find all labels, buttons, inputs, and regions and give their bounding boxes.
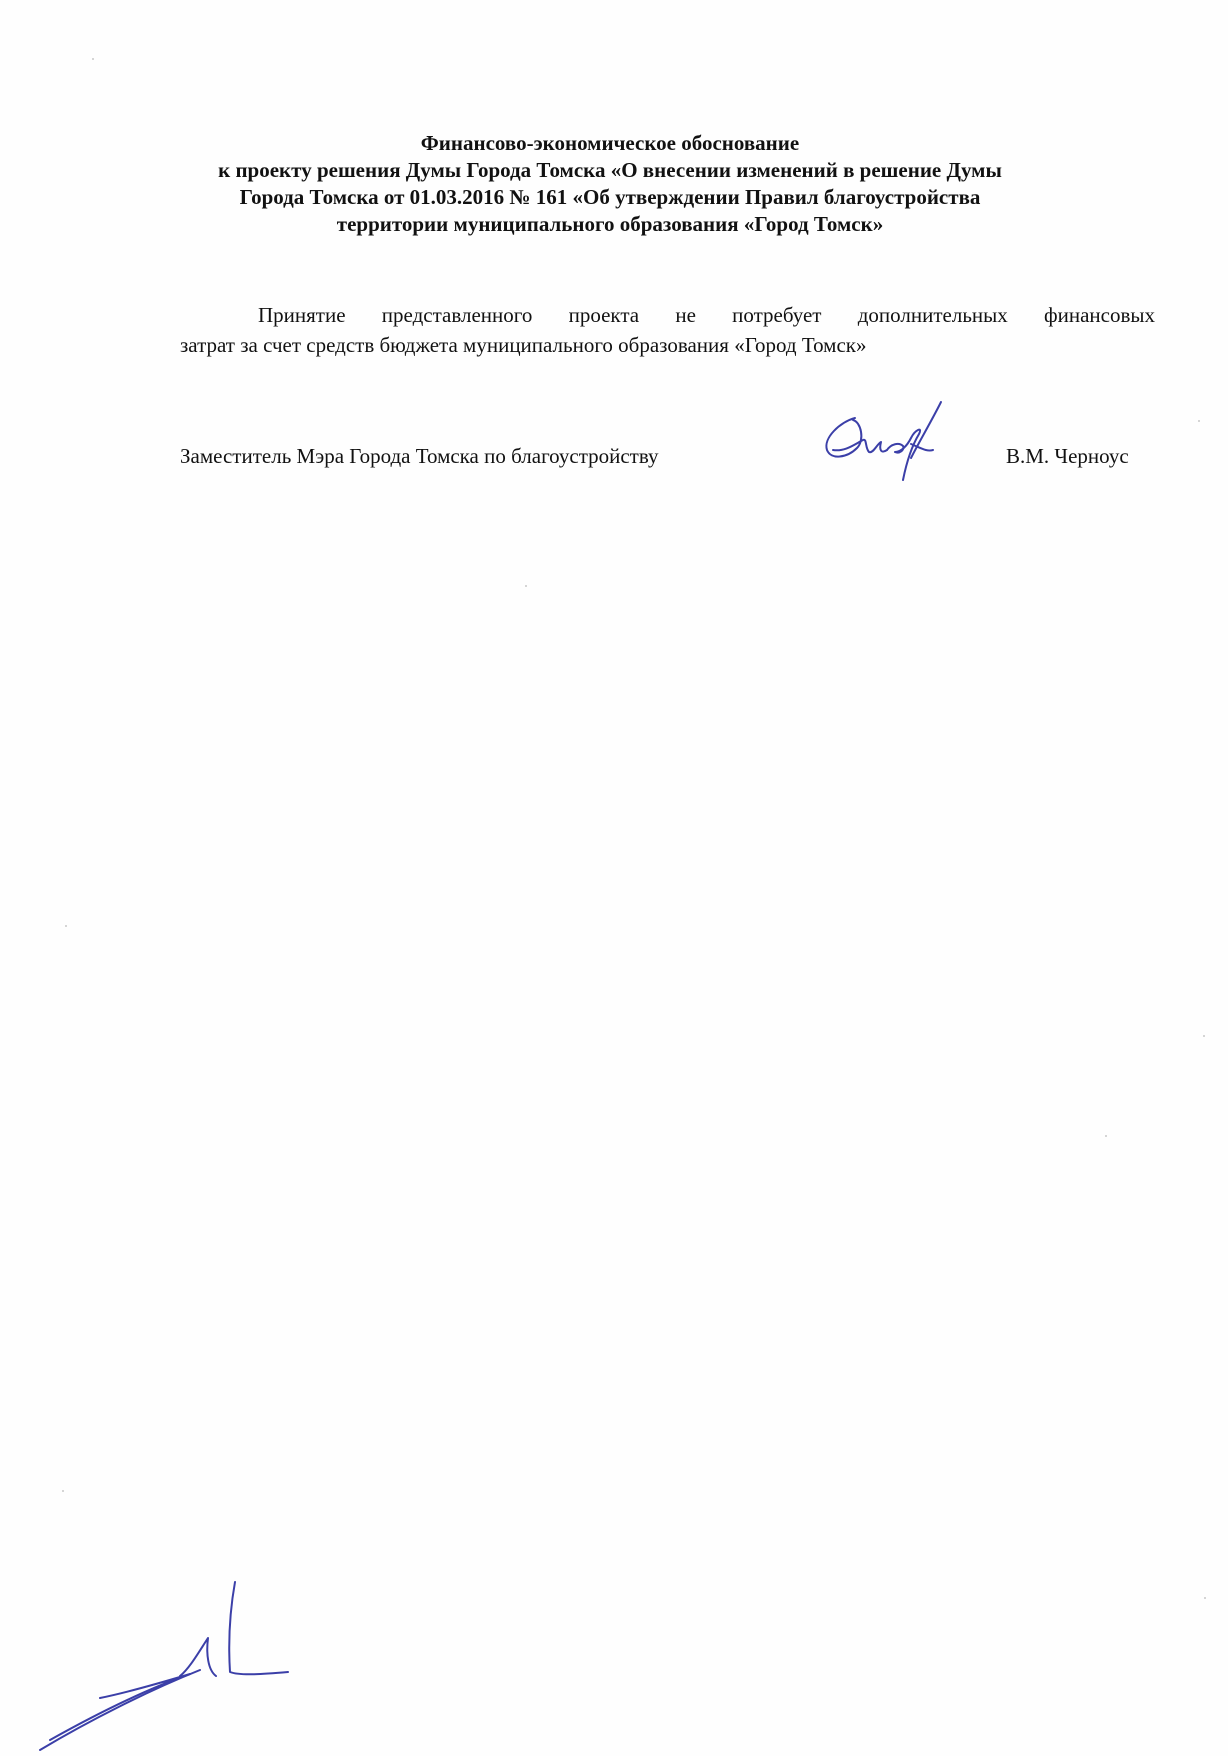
scan-speck [1105, 1135, 1107, 1137]
signer-position: Заместитель Мэра Города Томска по благоустройству [180, 444, 659, 468]
body-line: затрат за счет средств бюджета муниципального образования «Город Томск» [180, 333, 867, 357]
scan-speck [1203, 1035, 1205, 1037]
document-title [180, 130, 1040, 238]
body-line: Принятие представленного проекта не потребует дополнительных финансовых [258, 303, 1155, 327]
scan-speck [1204, 1597, 1206, 1599]
title-line: территории муниципального образования «Город Томск» [336, 212, 884, 236]
scan-speck [65, 925, 67, 927]
scan-speck [525, 585, 527, 587]
title-line: Города Томска от 01.03.2016 № 161 «Об утверждении Правил благоустройства [239, 185, 981, 209]
title-line: Финансово-экономическое обоснование [420, 131, 800, 155]
signature-image [815, 400, 990, 520]
title-line: к проекту решения Думы Города Томска «О внесении изменений в решение Думы [218, 158, 1002, 182]
scan-speck [62, 1490, 64, 1492]
signer-name: В.М. Черноус [1006, 444, 1129, 468]
margin-signature-image [30, 1580, 290, 1756]
scan-speck [1198, 420, 1200, 422]
scan-speck [92, 58, 94, 60]
body-paragraph [180, 300, 1155, 360]
